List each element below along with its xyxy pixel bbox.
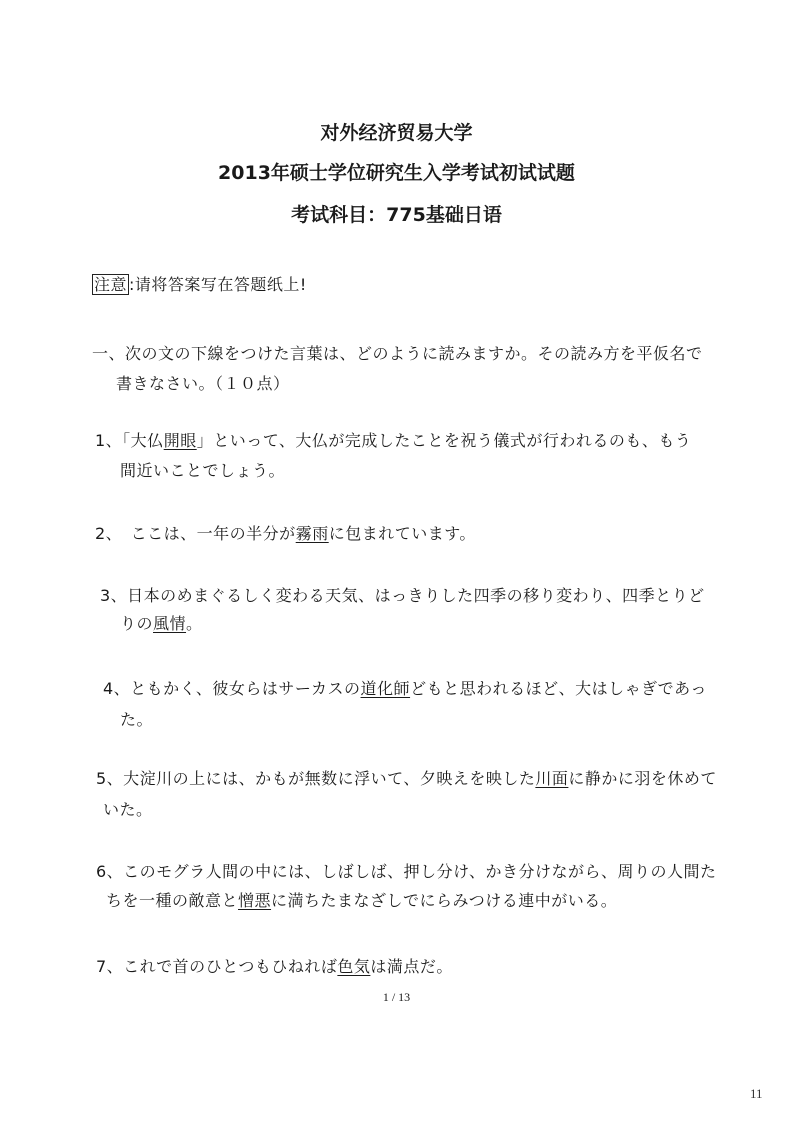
underlined-word: 色気 [337, 957, 371, 976]
corner-number: 11 [750, 1086, 763, 1101]
q-text: は満点だ。 [370, 957, 453, 976]
underlined-word: 開眼 [163, 431, 197, 450]
question-3-line2 [120, 611, 203, 634]
underlined-word: 憎悪 [238, 891, 272, 910]
question-1-line2: 間近いことでしょう。 [120, 461, 286, 480]
question-2 [95, 521, 476, 544]
question-6: 6、このモグラ人間の中には、しばしば、押し分け、かき分けながら、周りの人間た [96, 862, 717, 881]
question-1 [95, 428, 691, 451]
question-6-line2 [106, 888, 617, 911]
question-4-line2: た。 [120, 710, 154, 729]
q-text: 」といって、大仏が完成したことを祝う儀式が行われるのも、もう [196, 431, 692, 450]
q-text: に静かに羽を休めて [568, 769, 717, 788]
exam-title: 2013年硕士学位研究生入学考试初试试题 [218, 162, 575, 184]
q-text: 5、大淀川の上には、かもが無数に浮いて、夕映えを映した [96, 769, 536, 788]
underlined-word: 風情 [153, 614, 187, 633]
notice-label: 注意 [94, 275, 128, 294]
notice [92, 272, 307, 295]
q-text: 7、これで首のひとつもひねれば [96, 957, 338, 976]
q-text: 2、 ここは、一年の半分が [95, 524, 296, 543]
question-5-line2: いた。 [103, 800, 153, 819]
q-text: どもと思われるほど、大はしゃぎであっ [410, 679, 707, 698]
notice-text: :请将答案写在答题纸上! [129, 275, 307, 294]
page-number: 1 / 13 [382, 990, 411, 1004]
underlined-word: 霧雨 [295, 524, 329, 543]
question-3: 3、日本のめまぐるしく変わる天気、はっきりした四季の移り変わり、四季とりど [100, 586, 705, 605]
q-text: 4、ともかく、彼女らはサーカスの [103, 679, 361, 698]
underlined-word: 川面 [535, 769, 569, 788]
q-text: に包まれています。 [328, 524, 476, 543]
question-7 [96, 954, 453, 977]
section-instruction-line1: 一、次の文の下線をつけた言葉は、どのように読みますか。その読み方を平仮名で [92, 344, 703, 363]
question-5 [96, 766, 717, 789]
section-instruction-line2: 書きなさい。（１０点） [116, 374, 290, 393]
q-text: りの [120, 614, 154, 633]
question-4 [103, 676, 707, 699]
underlined-word: 道化師 [360, 679, 411, 698]
q-text: に満ちたまなざしでにらみつける連中がいる。 [271, 891, 618, 910]
q-text: 。 [186, 614, 203, 633]
q-text: 1、「大仏 [95, 431, 164, 450]
q-text: ちを一種の敵意と [106, 891, 239, 910]
university-name: 对外经济贸易大学 [320, 122, 473, 144]
exam-subject: 考试科目：775基础日语 [291, 204, 502, 226]
